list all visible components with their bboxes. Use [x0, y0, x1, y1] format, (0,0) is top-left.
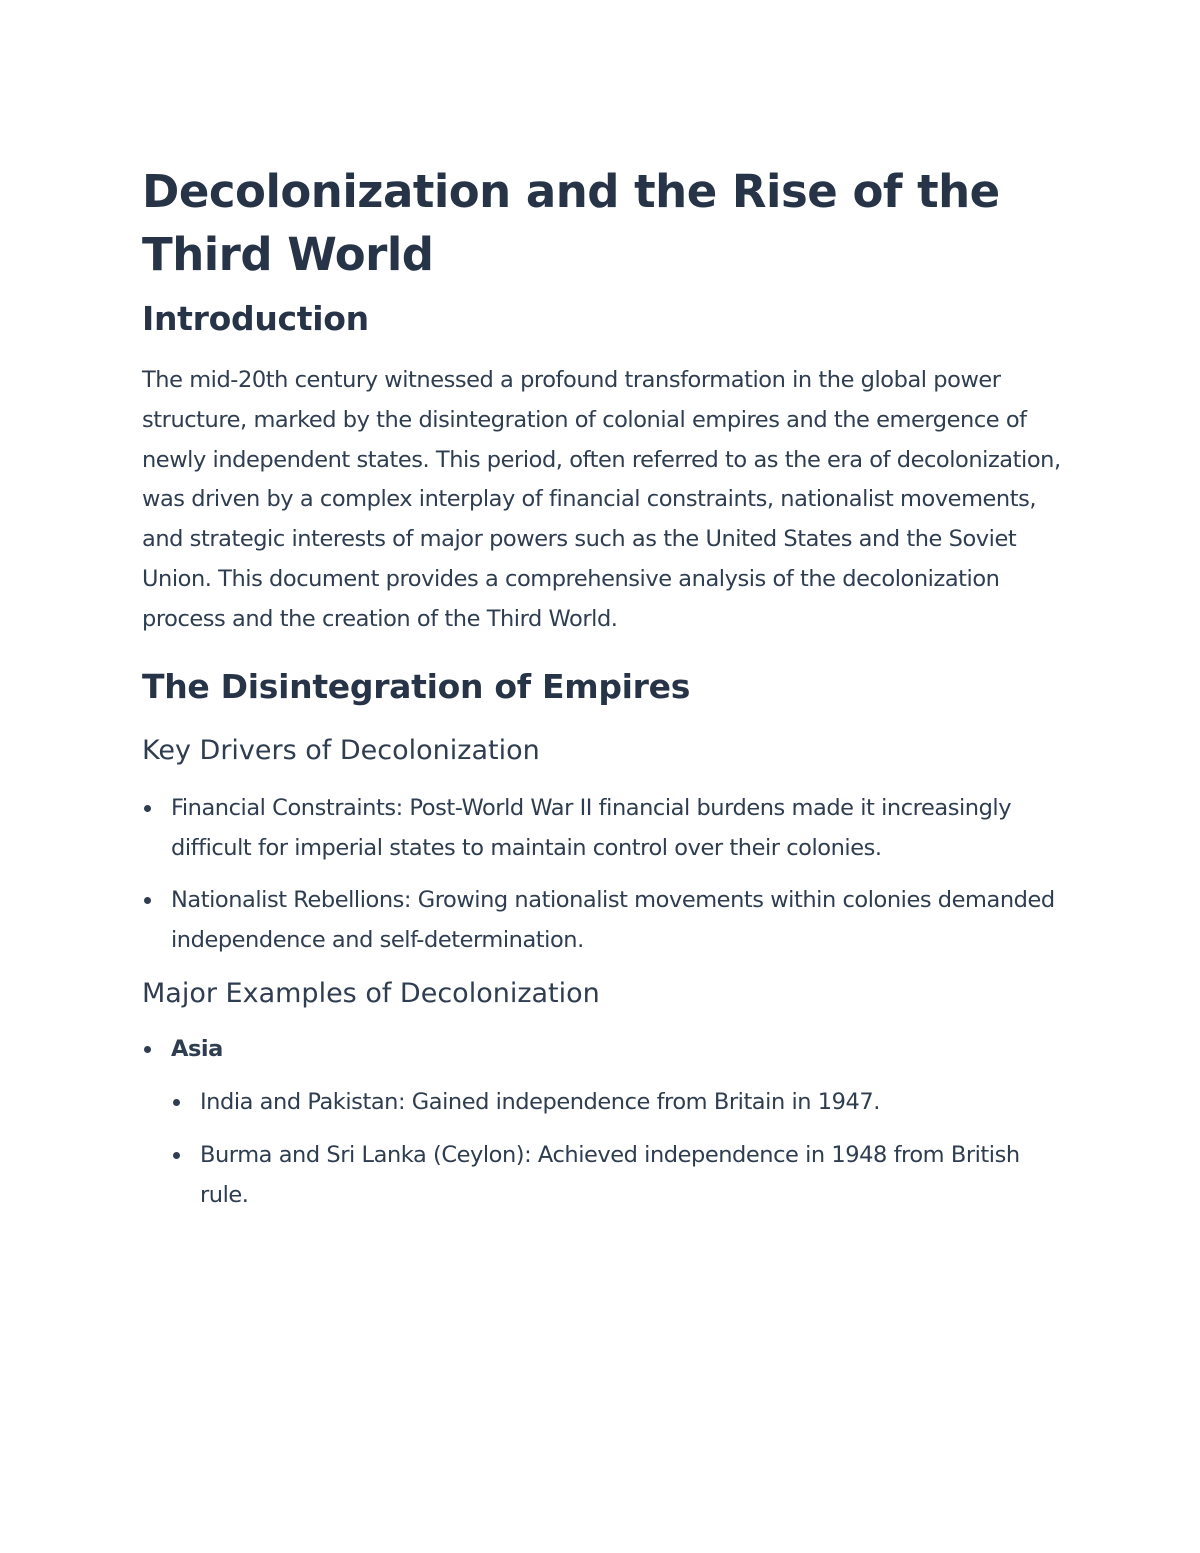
document-title: Decolonization and the Rise of the Third World [142, 165, 1000, 281]
bullet-icon [173, 1099, 180, 1106]
bullet-icon [144, 897, 151, 904]
document-page [142, 160, 1062, 1215]
asia-examples-list [171, 1082, 1062, 1215]
region-label: Asia [171, 1035, 223, 1062]
list-item [171, 1082, 1062, 1122]
bullet-icon [144, 1046, 151, 1053]
list-item-text: Nationalist Rebellions: Growing nationalist movements within colonies demanded independence and self-determination. [171, 886, 1055, 953]
list-item-asia [142, 1029, 1062, 1215]
introduction-heading: Introduction [142, 299, 369, 338]
list-item [142, 788, 1062, 868]
list-item [171, 1135, 1062, 1215]
list-item-text: Financial Constraints: Post-World War II financial burdens made it increasingly difficult for imperial states to maintain control over their colonies. [171, 794, 1012, 861]
major-examples-heading: Major Examples of Decolonization [142, 977, 600, 1009]
major-examples-list [142, 1029, 1062, 1215]
list-item-text: Burma and Sri Lanka (Ceylon): Achieved independence in 1948 from British rule. [200, 1141, 1020, 1208]
list-item [142, 880, 1062, 960]
introduction-paragraph: The mid-20th century witnessed a profound transformation in the global power structure, marked by the disintegration of colonial empires and the emergence of newly independent states. This period, often referred to as the era of decolonization, was driven by a complex interplay of financial constraints, nationalist movements, and strategic interests of major powers such as the United States and the Soviet Union. This document provides a comprehensive analysis of the decolonization process and the creation of the Third World. [142, 367, 1061, 632]
bullet-icon [144, 805, 151, 812]
bullet-icon [173, 1152, 180, 1159]
key-drivers-heading: Key Drivers of Decolonization [142, 734, 540, 766]
key-drivers-list [142, 788, 1062, 960]
disintegration-heading: The Disintegration of Empires [142, 666, 691, 706]
list-item-text: India and Pakistan: Gained independence from Britain in 1947. [200, 1088, 880, 1115]
